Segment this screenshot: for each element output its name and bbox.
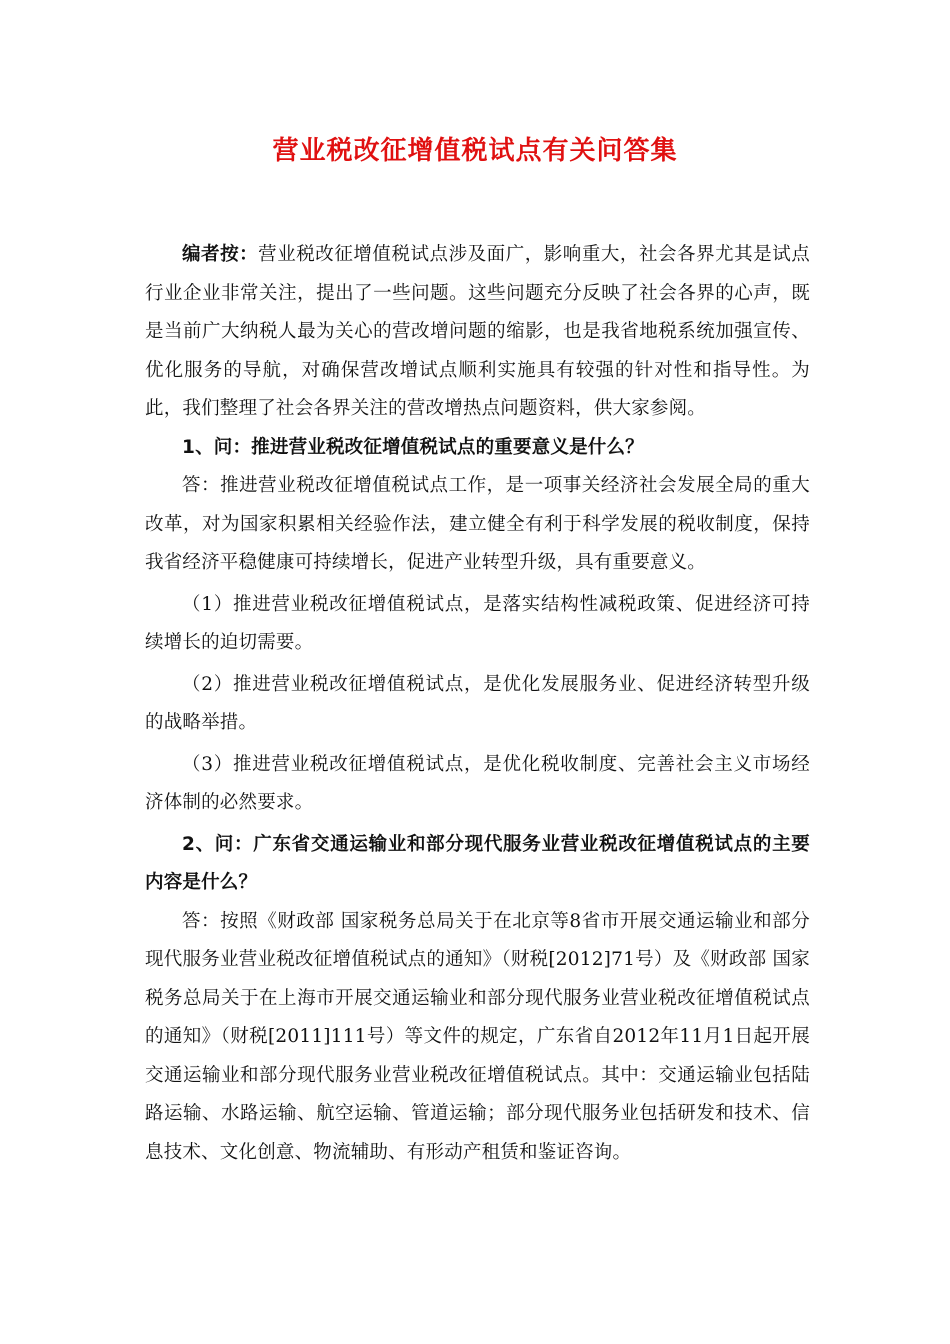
answer-2: 答：按照《财政部 国家税务总局关于在北京等8省市开展交通运输业和部分现代服务业营业税改征增值税试点的通知》（财税[2012]71号）及《财政部 国家税务总局关于在上海市开展交通运输业和部分现代服务业营业税改征增值税试点的通知》（财税[2011]111号）等文件的规定，广东省自2012年11月1日起开展交通运输业和部分现代服务业营业税改征增值税试点。其中：交通运输业包括陆路运输、水路运输、航空运输、管道运输；部分现代服务业包括研发和技术、信息技术、文化创意、物流辅助、有形动产租赁和鉴证咨询。 (145, 910, 810, 1163)
answer-1-point-1: （1）推进营业税改征增值税试点，是落实结构性减税政策、促进经济可持续增长的迫切需要。 (145, 593, 810, 653)
document-title: 营业税改征增值税试点有关问答集 (272, 136, 678, 166)
question-2: 2、问：广东省交通运输业和部分现代服务业营业税改征增值税试点的主要内容是什么？ (145, 833, 810, 893)
editor-note-text: 营业税改征增值税试点涉及面广，影响重大，社会各界尤其是试点行业企业非常关注，提出了一些问题。这些问题充分反映了社会各界的心声，既是当前广大纳税人最为关心的营改增问题的缩影，也是我省地税系统加强宣传、优化服务的导航，对确保营改增试点顺利实施具有较强的针对性和指导性。为此，我们整理了社会各界关注的营改增热点问题资料，供大家参阅。 (145, 244, 810, 419)
answer-1: 答：推进营业税改征增值税试点工作，是一项事关经济社会发展全局的重大改革，对为国家积累相关经验作法，建立健全有利于科学发展的税收制度，保持我省经济平稳健康可持续增长，促进产业转型升级，具有重要意义。 (145, 475, 810, 573)
editor-note-paragraph (145, 236, 810, 429)
answer-1-point-2: （2）推进营业税改征增值税试点，是优化发展服务业、促进经济转型升级的战略举措。 (145, 673, 810, 733)
question-1: 1、问：推进营业税改征增值税试点的重要意义是什么？ (182, 436, 644, 458)
document-body (145, 236, 810, 1172)
editor-note-label: 编者按： (182, 244, 259, 265)
answer-1-point-3: （3）推进营业税改征增值税试点，是优化税收制度、完善社会主义市场经济体制的必然要求。 (145, 753, 810, 813)
